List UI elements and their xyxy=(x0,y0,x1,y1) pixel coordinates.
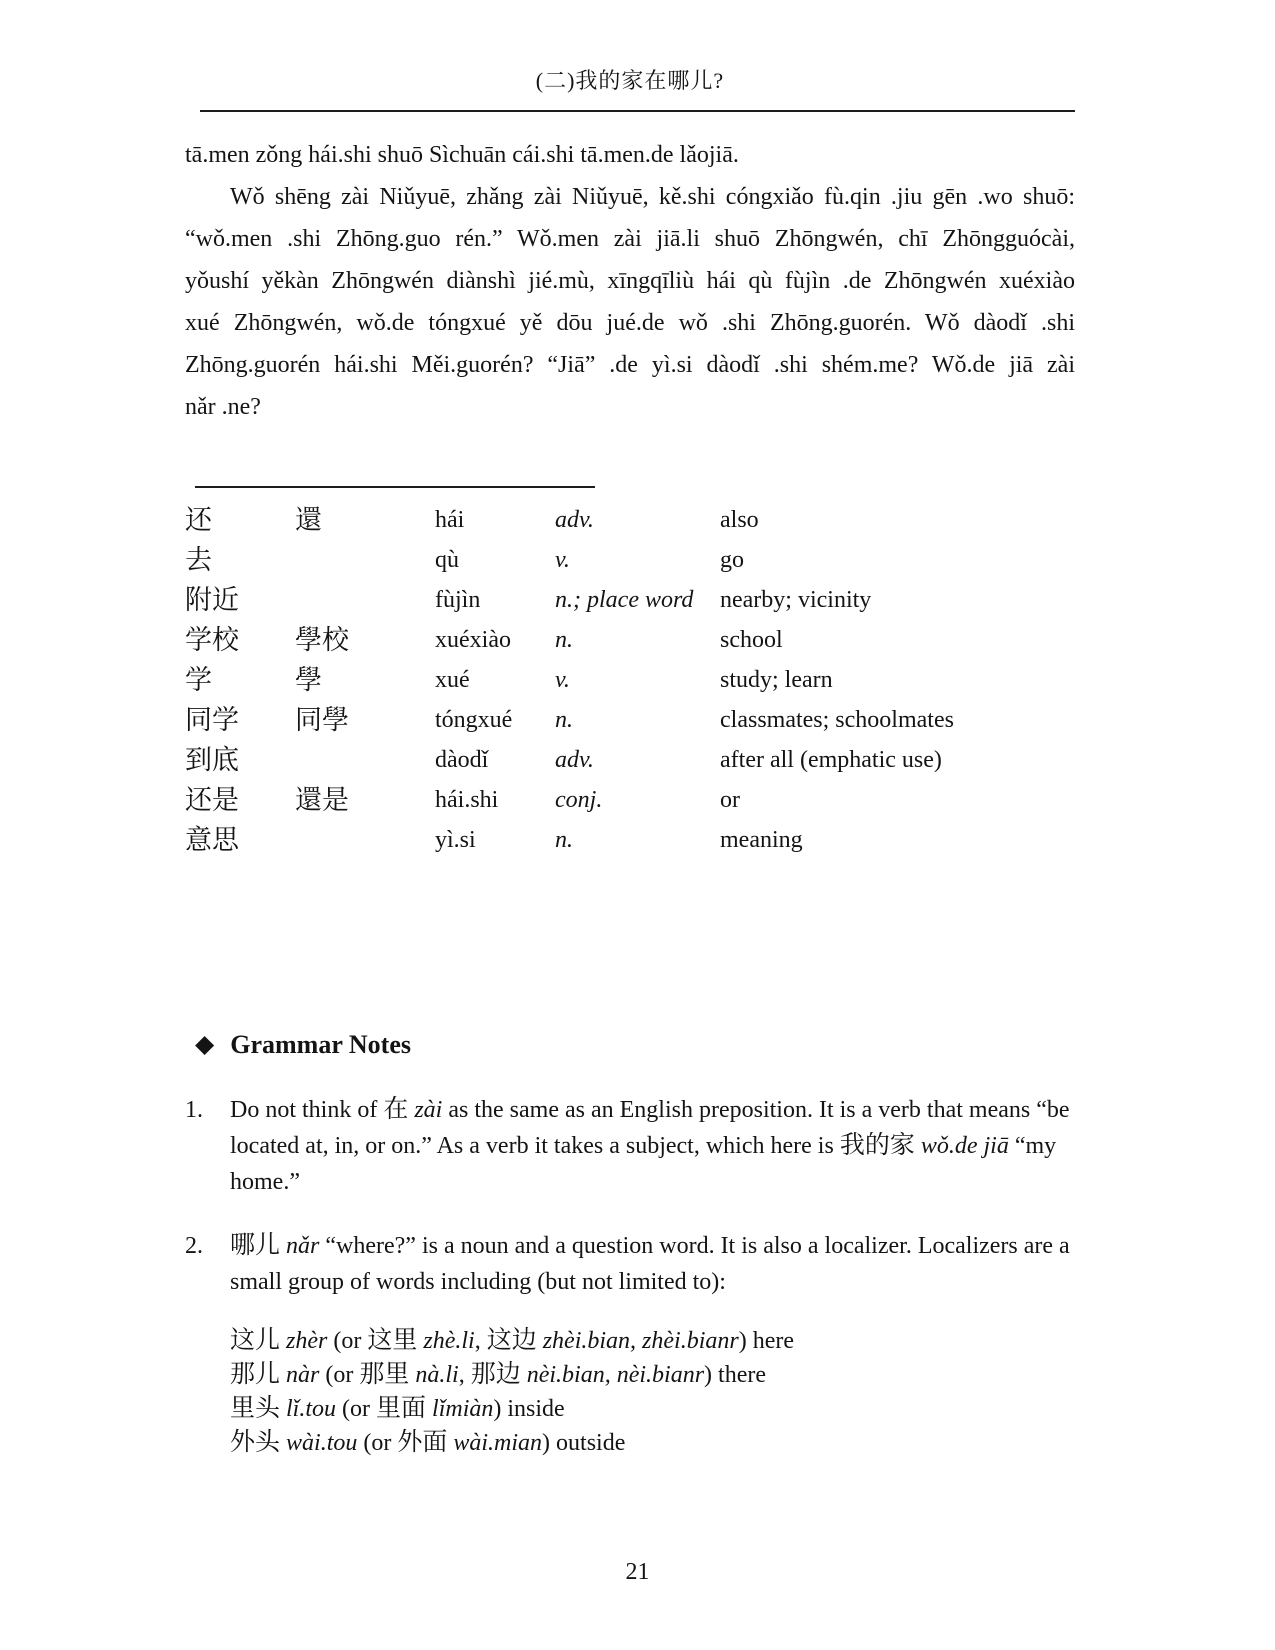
passage-line: Zhōng.guorén hái.shi Měi.guorén? “Jiā” .de yì.si dàodǐ .shi shém.me? Wǒ.de jiā zài xyxy=(185,352,1075,378)
grammar-notes-header xyxy=(185,1030,1075,1060)
vocab-row xyxy=(185,780,1075,820)
localizer-line: 里头 lǐ.tou (or 里面 lǐmiàn) inside xyxy=(230,1395,565,1422)
grammar-note xyxy=(185,1092,1075,1200)
vocab-pinyin: tóngxué xyxy=(435,707,513,733)
vocab-english: also xyxy=(720,507,759,533)
passage-line: yǒushí yěkàn Zhōngwén diànshì jié.mù, xīngqīliù hái qù fùjìn .de Zhōngwén xuéxiào xyxy=(185,268,1075,294)
vocab-english: study; learn xyxy=(720,667,833,693)
vocab-pinyin: qù xyxy=(435,547,459,573)
vocab-pinyin: hái xyxy=(435,507,465,533)
vocab-row xyxy=(185,500,1075,540)
localizer-line: 那儿 nàr (or 那里 nà.li, 那边 nèi.bian, nèi.bianr) there xyxy=(230,1361,767,1388)
reading-passage xyxy=(185,134,1075,428)
note-content xyxy=(230,1228,1075,1460)
vocab-pos: adv. xyxy=(555,507,594,533)
page-number: 21 xyxy=(625,1559,650,1585)
vocab-row xyxy=(185,620,1075,660)
vocab-pinyin: xuéxiào xyxy=(435,627,511,653)
vocab-pos: conj. xyxy=(555,787,603,813)
note-number: 1. xyxy=(185,1097,203,1123)
vocab-traditional: 學校 xyxy=(295,625,349,655)
vocab-divider xyxy=(195,486,595,488)
grammar-notes-section xyxy=(185,1030,1075,1460)
vocab-traditional: 學 xyxy=(295,665,322,695)
vocab-simplified: 去 xyxy=(185,545,212,575)
vocab-traditional xyxy=(295,820,435,860)
vocab-english: nearby; vicinity xyxy=(720,587,872,613)
passage-line: “wǒ.men .shi Zhōng.guo rén.” Wǒ.men zài jiā.li shuō Zhōngwén, chī Zhōngguócài, xyxy=(185,226,1075,252)
vocab-pinyin: yì.si xyxy=(435,827,476,853)
vocab-table xyxy=(185,486,1075,860)
vocab-simplified: 到底 xyxy=(185,745,239,775)
vocab-rows xyxy=(185,500,1075,860)
localizer-line: 外头 wài.tou (or 外面 wài.mian) outside xyxy=(230,1429,626,1456)
note-number: 2. xyxy=(185,1233,203,1259)
page-header-title: (二)我的家在哪儿? xyxy=(535,68,725,93)
vocab-row xyxy=(185,700,1075,740)
page-header xyxy=(185,68,1075,112)
vocab-traditional: 同學 xyxy=(295,705,349,735)
vocab-english: classmates; schoolmates xyxy=(720,707,954,733)
grammar-note xyxy=(185,1228,1075,1460)
vocab-row xyxy=(185,580,1075,620)
vocab-row xyxy=(185,820,1075,860)
vocab-english: school xyxy=(720,627,783,653)
vocab-simplified: 学 xyxy=(185,665,212,695)
vocab-row xyxy=(185,660,1075,700)
vocab-pos: n. xyxy=(555,707,573,733)
note-body: 哪儿 nǎr “where?” is a noun and a question word. It is also a localizer. Localizers are a small group of words including (but not limited to): xyxy=(230,1232,1070,1295)
diamond-bullet-icon: ◆ xyxy=(195,1031,215,1058)
vocab-simplified: 同学 xyxy=(185,705,239,735)
header-divider xyxy=(200,110,1075,112)
vocab-pos: v. xyxy=(555,547,570,573)
passage-lines xyxy=(185,176,1075,428)
vocab-row xyxy=(185,540,1075,580)
passage-line: Wǒ shēng zài Niǔyuē, zhǎng zài Niǔyuē, kě.shi cóngxiǎo fù.qin .jiu gēn .wo shuō: xyxy=(230,184,1075,210)
note-content xyxy=(230,1092,1075,1200)
vocab-pos: n.; place word xyxy=(555,587,694,613)
note-localizers xyxy=(230,1324,1075,1460)
vocab-simplified: 附近 xyxy=(185,585,239,615)
vocab-simplified: 学校 xyxy=(185,625,239,655)
grammar-notes-list xyxy=(185,1092,1075,1460)
vocab-traditional xyxy=(295,580,435,620)
vocab-simplified: 意思 xyxy=(185,825,239,855)
grammar-notes-heading: Grammar Notes xyxy=(230,1030,411,1059)
vocab-english: meaning xyxy=(720,827,803,853)
vocab-traditional xyxy=(295,740,435,780)
vocab-simplified: 还 xyxy=(185,505,212,535)
passage-tail-line: tā.men zǒng hái.shi shuō Sìchuān cái.shi tā.men.de lǎojiā. xyxy=(185,142,739,168)
vocab-pos: n. xyxy=(555,827,573,853)
vocab-pinyin: dàodǐ xyxy=(435,747,489,773)
vocab-pinyin: hái.shi xyxy=(435,787,499,813)
vocab-pos: adv. xyxy=(555,747,594,773)
vocab-pinyin: fùjìn xyxy=(435,587,481,613)
vocab-traditional: 還是 xyxy=(295,785,349,815)
passage-line: xué Zhōngwén, wǒ.de tóngxué yě dōu jué.de wǒ .shi Zhōng.guorén. Wǒ dàodǐ .shi xyxy=(185,310,1075,336)
vocab-pinyin: xué xyxy=(435,667,470,693)
localizer-line: 这儿 zhèr (or 这里 zhè.li, 这边 zhèi.bian, zhèi.bianr) here xyxy=(230,1327,794,1354)
vocab-simplified: 还是 xyxy=(185,785,239,815)
note-body: Do not think of 在 zài as the same as an English preposition. It is a verb that means “be located at, in, or on.” As a verb it takes a subject, which here is 我的家 wǒ.de jiā “my home.” xyxy=(230,1096,1070,1195)
vocab-pos: n. xyxy=(555,627,573,653)
vocab-english: after all (emphatic use) xyxy=(720,747,942,773)
vocab-row xyxy=(185,740,1075,780)
vocab-traditional: 還 xyxy=(295,505,322,535)
vocab-english: or xyxy=(720,787,740,813)
vocab-english: go xyxy=(720,547,744,573)
vocab-pos: v. xyxy=(555,667,570,693)
vocab-traditional xyxy=(295,540,435,580)
passage-line: nǎr .ne? xyxy=(185,394,261,420)
